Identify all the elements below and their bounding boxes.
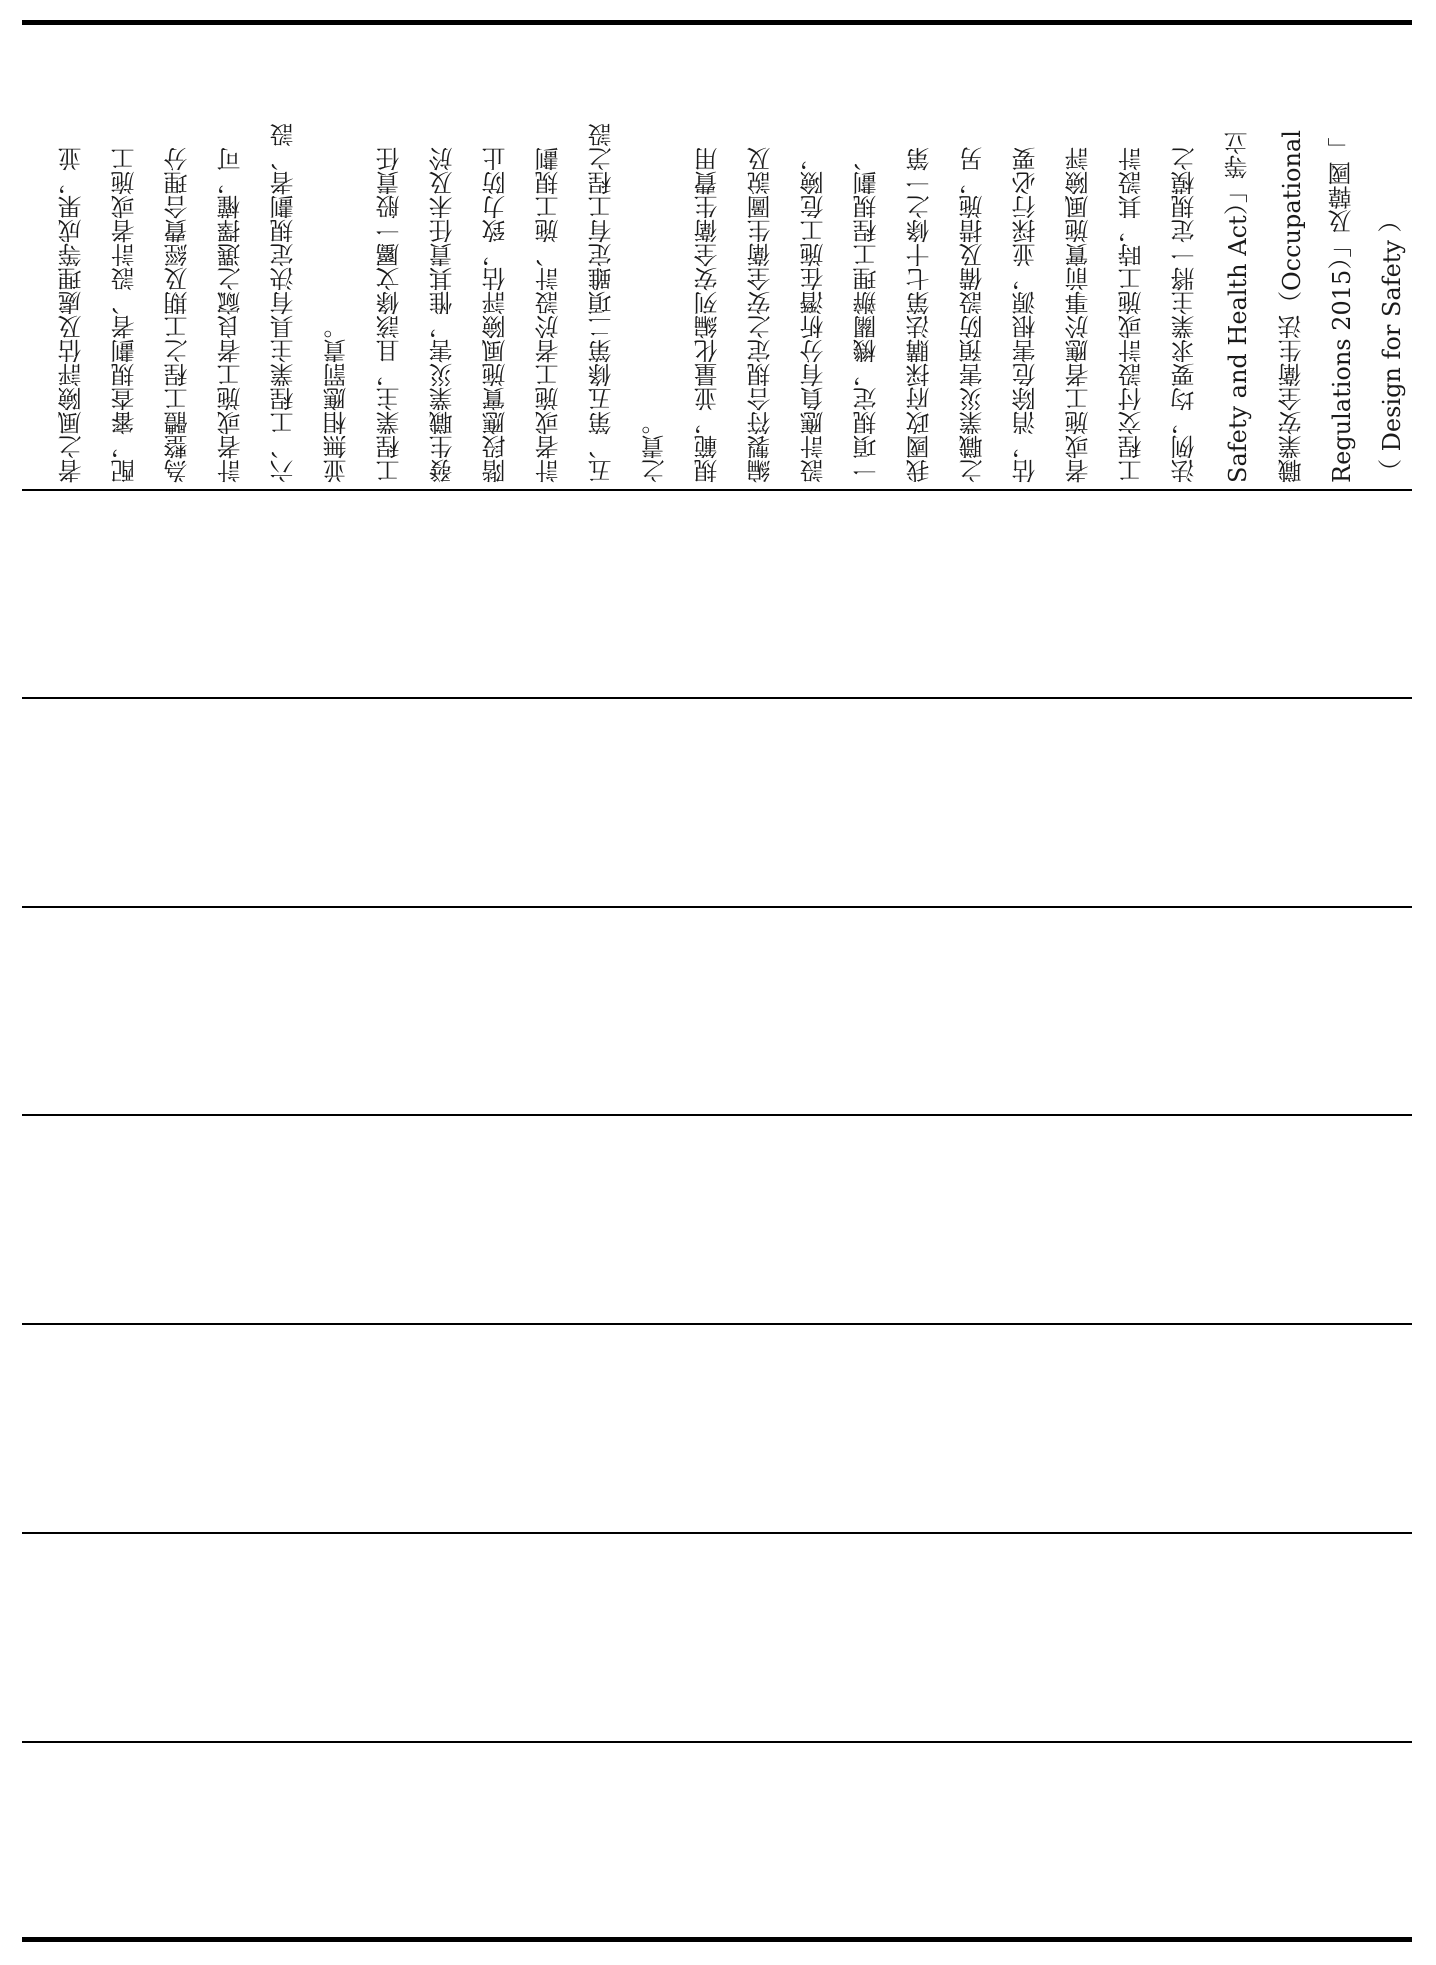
text-line: 編製符合規定之安全衛生圖說及 [747,147,775,483]
text-line: 為整體工程之工期及經費合理分 [164,147,192,483]
text-line: 六、工程業主具有決定規劃者、設 [270,123,298,483]
text-line: 法例，均要求業主將一定規模之 [1171,147,1199,483]
text-line: 估，消除危害根源，並採行必要 [1012,147,1040,483]
top-rule [22,20,1412,25]
text-line: 發生職業災害，惟其責任未及於 [429,147,457,483]
text-line: 設計應負有分析潛在施工危險， [800,147,828,483]
text-line: Regulations 2015）」及韓國「 [1328,137,1356,483]
text-line: （ Design for Safety ） [1378,208,1406,483]
text-line: 者之風險評估及處理等成果，並 [58,147,86,483]
text-line: 者或施工者應於事前實施風險評 [1065,147,1093,483]
row-separator [22,1741,1412,1743]
row-separator [22,489,1412,491]
text-line: 職業安全衛生法（Occupational [1278,130,1306,483]
text-line: 之職業災害預防設備及措施，另 [959,147,987,483]
text-line: 五、第五條第二項雖定有工程之設 [588,123,616,483]
text-line: Safety and Health Act）」等立 [1224,131,1252,483]
row-separator [22,1114,1412,1116]
text-line: 計者或施工者良窳之選擇權，可 [217,147,245,483]
text-line: 之責。 [641,411,669,483]
bottom-rule [22,1937,1412,1942]
row-separator [22,1323,1412,1325]
text-line: 並無相應罰責。 [323,315,351,483]
text-line: 計者或施工者於設計、施工規劃 [535,147,563,483]
text-line: 工程業主，且該條文屬一般責任 [376,147,404,483]
text-column-block [22,27,1412,483]
text-line: 一項規定，機關辦理工程規劃、 [853,147,881,483]
text-line: 我國政府採購法第七十條之一第 [906,147,934,483]
row-separator [22,1532,1412,1534]
row-separator [22,906,1412,908]
text-line: 工程交付設計或施工時，其設計 [1118,147,1146,483]
row-separator [22,697,1412,699]
text-line: 規範，並量化編列安全衛生費用 [694,147,722,483]
text-line: 配，審查規劃者、設計者或施工 [111,147,139,483]
text-line: 階段應實施風險評估，致力防止 [482,147,510,483]
